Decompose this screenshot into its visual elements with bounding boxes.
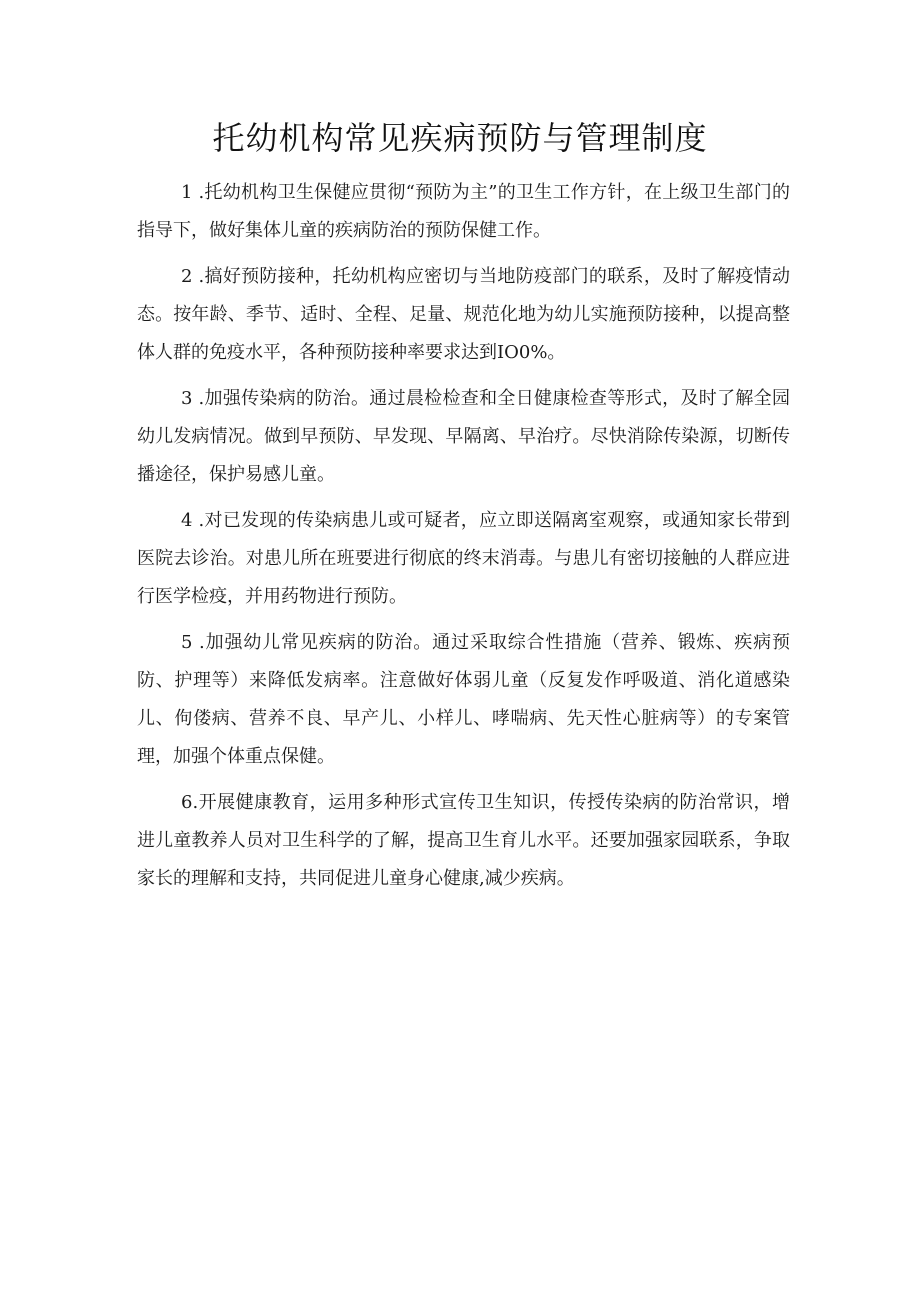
document-body [137,174,790,906]
paragraph-6: 6.开展健康教育，运用多种形式宣传卫生知识，传授传染病的防治常识，增进儿童教养人员对卫生科学的了解，提高卫生育儿水平。还要加强家园联系，争取家长的理解和支持，共同促进儿童身心健康,减少疾病。 [137,792,790,889]
paragraph-5: 5 .加强幼儿常见疾病的防治。通过采取综合性措施（营养、锻炼、疾病预防、护理等）来降低发病率。注意做好体弱儿童（反复发作呼吸道、消化道感染儿、佝偻病、营养不良、早产儿、小样儿、哮喘病、先天性心脏病等）的专案管理，加强个体重点保健。 [137,632,790,767]
paragraph-4: 4 .对已发现的传染病患儿或可疑者，应立即送隔离室观察，或通知家长带到医院去诊治。对患儿所在班要进行彻底的终末消毒。与患儿有密切接触的人群应进行医学检疫，并用药物进行预防。 [137,510,790,607]
document-title: 托幼机构常见疾病预防与管理制度 [212,119,708,157]
paragraph-2: 2 .搞好预防接种，托幼机构应密切与当地防疫部门的联系，及时了解疫情动态。按年龄、季节、适时、全程、足量、规范化地为幼儿实施预防接种，以提高整体人群的免疫水平，各种预防接种率要求达到IO0%。 [137,266,790,363]
paragraph-3: 3 .加强传染病的防治。通过晨检检查和全日健康检查等形式，及时了解全园幼儿发病情况。做到早预防、早发现、早隔离、早治疗。尽快消除传染源，切断传播途径，保护易感儿童。 [137,388,790,485]
paragraph-1: 1 .托幼机构卫生保健应贯彻“预防为主”的卫生工作方针，在上级卫生部门的指导下，做好集体儿童的疾病防治的预防保健工作。 [137,182,790,241]
